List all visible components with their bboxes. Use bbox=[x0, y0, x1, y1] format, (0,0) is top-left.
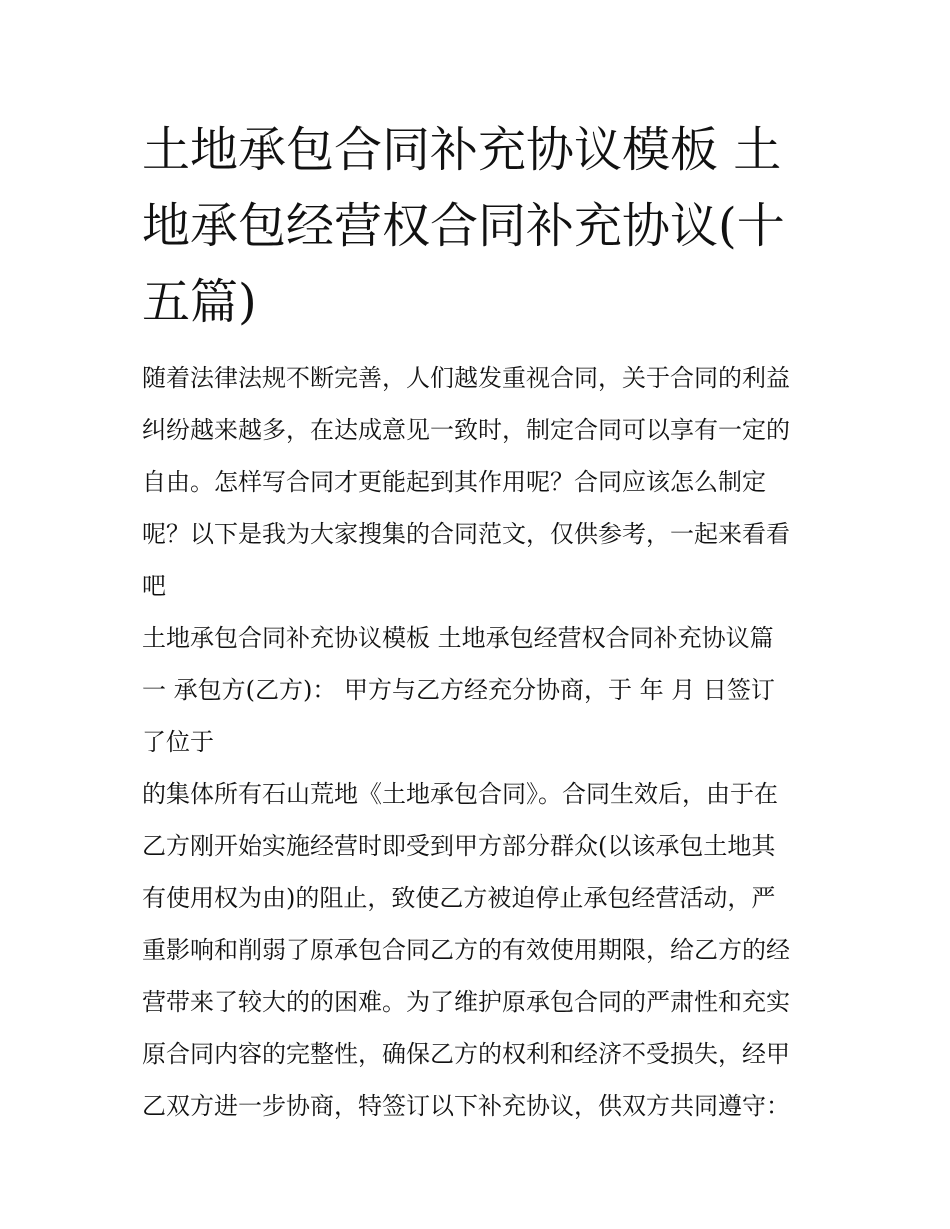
section-heading-line: 一 承包方(乙方)： 甲方与乙方经充分协商，于 年 月 日签订 bbox=[142, 676, 775, 704]
body-line: 乙双方进一步协商，特签订以下补充协议，供双方共同遵守： bbox=[142, 1092, 790, 1120]
body-paragraph bbox=[142, 768, 814, 1132]
intro-line: 呢？以下是我为大家搜集的合同范文，仅供参考，一起来看看 bbox=[142, 520, 790, 548]
intro-line: 自由。怎样写合同才更能起到其作用呢？合同应该怎么制定 bbox=[142, 468, 766, 496]
body-line: 原合同内容的完整性，确保乙方的权利和经济不受损失，经甲 bbox=[142, 1040, 790, 1068]
intro-line: 纠纷越来越多，在达成意见一致时，制定合同可以享有一定的 bbox=[142, 416, 790, 444]
intro-line: 吧 bbox=[142, 572, 166, 600]
section-heading-line: 土地承包合同补充协议模板 土地承包经营权合同补充协议篇 bbox=[142, 624, 774, 652]
section-heading bbox=[142, 612, 814, 768]
document-page bbox=[142, 112, 814, 1132]
title-line: 地承包经营权合同补充协议(十 bbox=[142, 198, 785, 254]
body-line: 乙方刚开始实施经营时即受到甲方部分群众(以该承包土地其 bbox=[142, 832, 776, 860]
intro-paragraph bbox=[142, 352, 814, 612]
intro-line: 随着法律法规不断完善，人们越发重视合同，关于合同的利益 bbox=[142, 364, 790, 392]
title-line: 五篇) bbox=[142, 274, 257, 330]
body-line: 有使用权为由)的阻止，致使乙方被迫停止承包经营活动，严 bbox=[142, 884, 776, 912]
body-line: 营带来了较大的的困难。为了维护原承包合同的严肃性和充实 bbox=[142, 988, 790, 1016]
title-line: 土地承包合同补充协议模板 土 bbox=[142, 122, 782, 178]
document-title bbox=[142, 112, 814, 340]
section-heading-line: 了位于 bbox=[142, 728, 214, 756]
body-line: 的集体所有石山荒地《土地承包合同》。合同生效后，由于在 bbox=[142, 780, 778, 808]
body-line: 重影响和削弱了原承包合同乙方的有效使用期限，给乙方的经 bbox=[142, 936, 790, 964]
